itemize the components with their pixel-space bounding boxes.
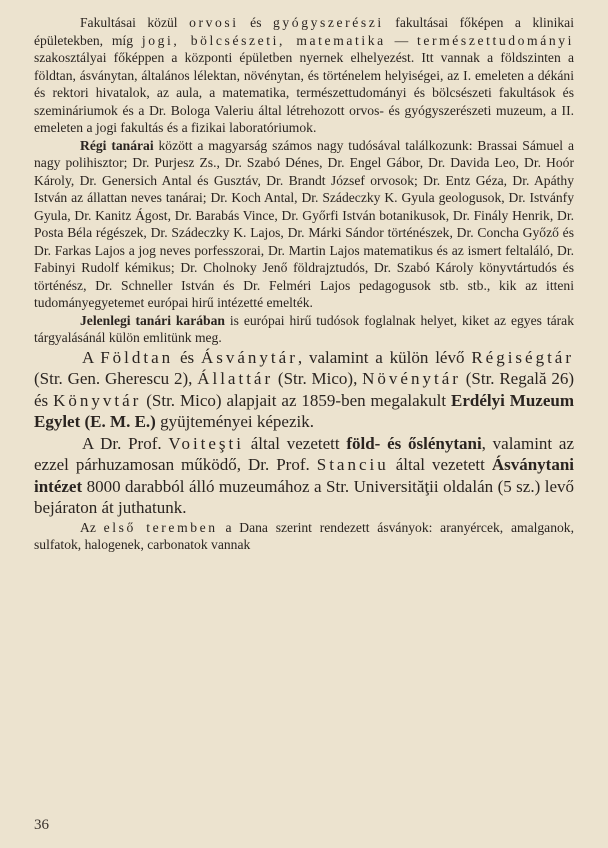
paragraph-mineralogy-institute <box>34 433 574 519</box>
text-run: által vezetett <box>388 455 492 474</box>
text-run: jogi, bölcsészeti, matematika <box>141 32 386 48</box>
text-run: Jelenlegi tanári karában <box>80 312 225 328</box>
text-run: is európai hirű tudósok foglalnak helyet, kiket az egyes tárak tárgyalásánál külön emlitünk meg. <box>34 312 574 345</box>
text-run: és <box>173 347 201 367</box>
text-run: fakultásai főképen a klinikai épületekben, míg <box>34 15 574 48</box>
text-run: Fakultásai közül <box>80 15 190 30</box>
text-run: Erdélyi Muzeum Egylet (E. M. E.) <box>34 390 574 431</box>
text-run: , valamint a külön lévő <box>297 347 472 367</box>
text-run: gyüjteményei képezik. <box>155 412 314 431</box>
text-run: (Str. Mico) alapjait az 1859-ben megalakult <box>141 390 452 410</box>
text-run: (Str. Mico), <box>273 369 363 388</box>
text-run: között a magyarság számos nagy tudósával találkozunk: Brassai Sámuel a nagy polihisztor; Dr. Purjesz Zs., Dr. Szabó Dénes, Dr. Engel Gábor, Dr. Davida Leo, Dr. Hoór Károly, Dr. Genersich Antal és Gusztáv, Dr. Brandt József orvosok; Dr. Entz Géza, Dr. Apáthy István az állattan neves tanárai; Dr. Koch Antal, Dr. Szádeczky K. Gyula geologusok, Dr. Istvánfy Gyula, Dr. Kanitz Ágost, Dr. Barabás Vince, Dr. Győrfi István botanikusok, Dr. Finály Henrik, Dr. Posta Béla régészek, Dr. Szádeczky K. Lajos, Dr. Márki Sándor történészek, Dr. Concha Győző és Dr. Farkas Lajos a jog neves porfesszorai, Dr. Martin Lajos matematikus és az ismert feltaláló, Dr. Fabinyi Rudolf kémikus; Dr. Cholnoky Jenő földrajztudós, Dr. Szabó Károly könyvtártudós és történész, Dr. Schneller István és Dr. Felméri Lajos pedagogusok stb. stb., kik az itteni tudományegyetemet európai hirű intézetté emelték. <box>34 137 574 310</box>
text-run: Voiteşti <box>168 433 244 453</box>
text-run: (Str. Regală 26) és <box>34 369 575 410</box>
text-run: Régi tanárai <box>80 137 154 153</box>
text-run: első teremben <box>103 519 218 535</box>
large-text-section <box>34 347 574 519</box>
text-run: , valamint az ezzel párhuzamosan működő, Dr. Prof. <box>34 433 574 474</box>
small-text-section <box>34 14 574 347</box>
text-run: gyógyszerészi <box>273 15 384 30</box>
page-number: 36 <box>34 817 49 833</box>
text-run: Az <box>80 519 104 535</box>
text-run: föld- és őslénytani <box>346 433 482 453</box>
text-run: Stanciu <box>316 455 389 474</box>
text-run: Növénytár <box>362 369 461 388</box>
text-run: Állattár <box>197 369 274 388</box>
text-run: természettudományi <box>416 32 575 48</box>
text-run: orvosi <box>189 15 239 30</box>
text-run: Földtan <box>100 347 174 367</box>
text-run: a Dana szerint rendezett ásványok: aranyércek, amalganok, sulfatok, halogenek, carbonatok vannak <box>34 519 574 552</box>
text-run: Könyvtár <box>53 390 142 410</box>
text-run: Ásványtani intézet <box>34 455 574 496</box>
paragraph-former-professors <box>34 137 574 312</box>
text-run: 8000 darabból álló muzeumához a Str. Universităţii oldalán (5 sz.) levő bejáraton át juthatunk. <box>34 476 574 517</box>
text-run: A Dr. Prof. <box>82 433 169 453</box>
paragraph-current-faculty <box>34 312 574 347</box>
text-run: szakosztályai főképpen a központi épületben nyernek elhelyezést. Itt vannak a földszinten a földtan, ásványtan, általános lélektan, növénytan, és történelem helyiségei, az I. emeleten a dékáni és rektori hivatalok, az aula, a matematika, természettudományi és bölcsészeti fakultások és szemináriumok és a Dr. Bologa Valeriu által létrehozott orvos- és gyógyszerészeti muzeum, a II. emeleten a jogi fakultás és a fizikai laboratóriumok. <box>34 50 574 135</box>
text-run: — <box>385 32 417 48</box>
text-run: Régiségtár <box>471 347 575 367</box>
paragraph-faculties <box>34 14 574 137</box>
paragraph-first-room <box>34 519 574 554</box>
text-run: és <box>238 15 273 30</box>
text-run: Ásványtár <box>200 347 298 367</box>
text-run: A <box>82 347 101 367</box>
text-run: által vezetett <box>244 433 347 453</box>
text-run: (Str. Gen. Gherescu 2), <box>34 369 198 388</box>
paragraph-collections <box>34 347 574 433</box>
